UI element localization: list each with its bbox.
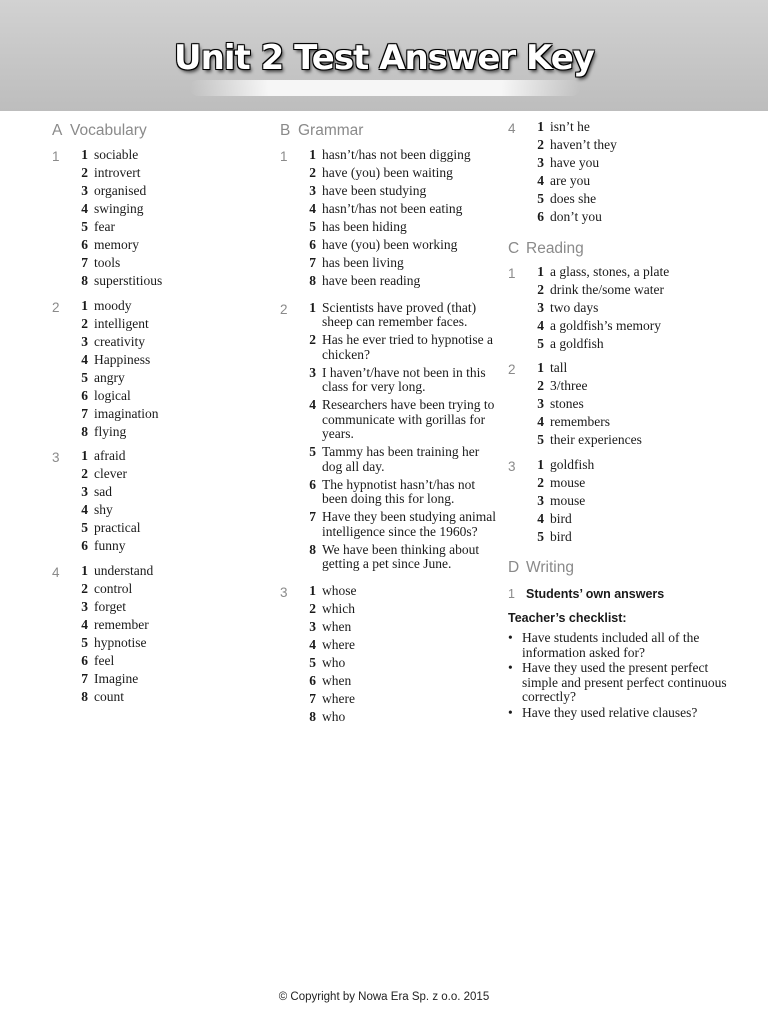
answer-item: [298, 256, 500, 271]
answer-text: afraid: [94, 448, 126, 463]
exercise-group: [508, 361, 728, 448]
exercise-number: 3: [508, 458, 516, 474]
answer-text: flying: [94, 423, 127, 439]
exercise-number: 3: [280, 584, 288, 600]
answer-item: [526, 433, 728, 448]
bullet-icon: •: [508, 630, 513, 645]
section-name: Grammar: [298, 122, 364, 139]
answer-number: 6: [81, 387, 88, 403]
answer-text: don’t you: [550, 209, 602, 224]
answer-text: imagination: [94, 405, 159, 421]
answer-item: [526, 494, 728, 509]
answer-text: their experiences: [550, 432, 642, 447]
answer-item: [70, 539, 262, 554]
answer-item: [526, 397, 728, 412]
answer-number: 5: [537, 335, 544, 351]
answer-number: 1: [309, 582, 316, 598]
exercise-group: [52, 299, 262, 440]
answer-number: 2: [309, 600, 316, 616]
answer-text: remember: [94, 616, 149, 632]
answer-number: 8: [81, 688, 88, 704]
answer-text: when: [322, 672, 352, 688]
answer-text: swinging: [94, 201, 144, 216]
answer-number: 1: [537, 119, 544, 134]
answer-item: [298, 366, 500, 395]
exercise-group: [52, 148, 262, 289]
answer-text: Happiness: [94, 351, 151, 367]
answer-item: [298, 202, 500, 217]
answer-number: 4: [309, 636, 316, 652]
answer-text: mouse: [550, 474, 586, 490]
answer-text: understand: [94, 562, 154, 578]
answer-number: 3: [537, 299, 544, 315]
answer-item: [70, 202, 262, 217]
answer-number: 7: [81, 255, 88, 270]
answer-text: angry: [94, 369, 125, 385]
copyright-footer: © Copyright by Nowa Era Sp. z o.o. 2015: [278, 991, 490, 1003]
answer-number: 1: [537, 360, 544, 375]
answer-item: [526, 301, 728, 316]
answer-item: [298, 602, 500, 617]
checklist-text: Have they used relative clauses?: [522, 704, 698, 720]
answer-text: goldfish: [550, 456, 595, 472]
answer-item: [298, 166, 500, 181]
answer-text: bird: [550, 510, 572, 526]
answer-list: [70, 148, 262, 289]
answer-item: [526, 120, 728, 135]
answer-number: 3: [81, 598, 88, 614]
answer-list: [526, 120, 728, 225]
answer-text: have you: [550, 155, 600, 170]
checklist-item: [508, 631, 728, 660]
section-letter: D: [508, 559, 520, 576]
answer-item: [70, 449, 262, 464]
checklist-text: Have students included all of the information asked for?: [522, 630, 700, 660]
exercise-number: 1: [508, 265, 516, 281]
writing-answer-text: Students’ own answers: [526, 587, 665, 601]
answer-item: [298, 584, 500, 599]
answer-number: 8: [81, 423, 88, 439]
answer-number: 4: [309, 397, 316, 412]
exercise-number: 2: [508, 362, 516, 377]
answer-number: 1: [309, 147, 316, 162]
exercise-number: 1: [280, 149, 288, 164]
exercise-number: 3: [52, 450, 60, 465]
answer-item: [298, 301, 500, 330]
answer-list: [526, 458, 728, 545]
answer-text: superstitious: [94, 273, 163, 288]
answer-number: 5: [81, 634, 88, 650]
grammar-groups: [280, 148, 500, 724]
answer-text: where: [322, 690, 355, 706]
section-heading-reading: [508, 239, 728, 259]
answer-list: [70, 299, 262, 440]
answer-text: count: [94, 688, 124, 704]
answer-text: remembers: [550, 414, 610, 429]
answer-item: [526, 138, 728, 153]
answer-number: 8: [309, 708, 316, 724]
answer-text: who: [322, 708, 346, 724]
answer-list: [70, 564, 262, 705]
answer-item: [70, 425, 262, 440]
answer-text: have been reading: [322, 273, 421, 288]
answer-item: [298, 710, 500, 725]
answer-item: [526, 319, 728, 334]
answer-text: bird: [550, 528, 572, 544]
answer-number: 7: [81, 670, 88, 686]
checklist-item: [508, 706, 728, 721]
answer-item: [70, 618, 262, 633]
answer-text: drink the/some water: [550, 281, 664, 297]
answer-number: 8: [309, 273, 316, 288]
answer-item: [298, 333, 500, 362]
answer-number: 1: [81, 297, 88, 313]
answer-text: We have been thinking about getting a pet since June.: [322, 541, 480, 571]
section-name: Writing: [526, 559, 574, 576]
answer-item: [526, 210, 728, 225]
checklist-item: [508, 661, 728, 705]
answer-text: isn’t he: [550, 119, 590, 134]
answer-number: 1: [81, 562, 88, 578]
answer-number: 1: [309, 299, 316, 315]
answer-item: [526, 265, 728, 280]
answer-item: [70, 166, 262, 181]
section-heading-grammar: [280, 121, 500, 141]
answer-item: [526, 379, 728, 394]
column-grammar: [280, 121, 500, 736]
answer-number: 8: [81, 273, 88, 288]
answer-item: [70, 485, 262, 500]
answer-item: [70, 690, 262, 705]
title-banner: [0, 0, 768, 111]
vocabulary-groups: [52, 148, 262, 704]
answer-text: does she: [550, 191, 597, 206]
answer-number: 6: [309, 476, 316, 492]
answer-item: [70, 299, 262, 314]
answer-item: [70, 521, 262, 536]
answer-number: 8: [309, 541, 316, 557]
answer-number: 6: [81, 652, 88, 668]
answer-text: are you: [550, 173, 591, 188]
answer-item: [526, 361, 728, 376]
answer-number: 2: [537, 378, 544, 393]
answer-item: [526, 415, 728, 430]
exercise-group: [280, 301, 500, 572]
column-vocabulary: [52, 121, 262, 714]
answer-number: 5: [537, 432, 544, 447]
answer-number: 4: [81, 502, 88, 517]
answer-number: 3: [537, 492, 544, 508]
answer-text: whose: [322, 582, 357, 598]
answer-number: 3: [309, 183, 316, 198]
answer-number: 4: [537, 173, 544, 188]
exercise-number: 1: [52, 149, 60, 164]
answer-number: 1: [81, 147, 88, 162]
answer-item: [298, 184, 500, 199]
answer-text: feel: [94, 652, 115, 668]
answer-item: [70, 274, 262, 289]
answer-number: 7: [309, 509, 316, 524]
exercise-group: [280, 148, 500, 289]
answer-text: a glass, stones, a plate: [550, 263, 670, 279]
answer-text: Have they been studying animal intelligence since the 1960s?: [322, 509, 496, 539]
bullet-icon: •: [508, 660, 513, 675]
answer-list: [298, 584, 500, 725]
answer-text: I haven’t/have not been in this class for very long.: [322, 364, 486, 394]
answer-text: practical: [94, 520, 141, 535]
checklist: [508, 631, 728, 720]
section-name: Reading: [526, 239, 584, 257]
answer-number: 3: [81, 484, 88, 499]
answer-item: [70, 371, 262, 386]
answer-item: [298, 148, 500, 163]
answer-text: have (you) been working: [322, 237, 458, 252]
answer-number: 5: [309, 219, 316, 234]
answer-text: tools: [94, 255, 121, 270]
answer-item: [298, 238, 500, 253]
answer-text: have been studying: [322, 183, 427, 198]
answer-number: 2: [81, 580, 88, 596]
answer-number: 5: [309, 444, 316, 459]
answer-text: hasn’t/has not been eating: [322, 201, 463, 216]
answer-list: [526, 265, 728, 352]
answer-text: The hypnotist hasn’t/has not been doing this for long.: [322, 476, 476, 506]
answer-number: 7: [81, 405, 88, 421]
answer-item: [298, 220, 500, 235]
section-letter: B: [280, 122, 291, 139]
answer-number: 3: [309, 364, 316, 380]
answer-list: [70, 449, 262, 554]
answer-item: [526, 156, 728, 171]
answer-number: 4: [537, 414, 544, 429]
writing-exercise-number: 1: [508, 587, 515, 601]
answer-number: 7: [309, 690, 316, 706]
bullet-icon: •: [508, 704, 513, 720]
answer-number: 1: [81, 448, 88, 463]
answer-item: [70, 636, 262, 651]
section-heading-writing: [508, 558, 728, 578]
answer-number: 1: [537, 456, 544, 472]
answer-item: [298, 692, 500, 707]
answer-text: hasn’t/has not been digging: [322, 147, 471, 162]
answer-text: organised: [94, 183, 147, 198]
section-letter: C: [508, 239, 520, 257]
answer-item: [526, 476, 728, 491]
answer-text: has been living: [322, 255, 404, 270]
exercise-number: 4: [508, 121, 516, 136]
answer-item: [70, 654, 262, 669]
writing-answer: [508, 585, 728, 603]
answer-number: 2: [81, 165, 88, 180]
answer-item: [298, 656, 500, 671]
answer-item: [526, 530, 728, 545]
answer-text: logical: [94, 387, 131, 403]
answer-item: [70, 600, 262, 615]
answer-number: 6: [81, 538, 88, 553]
answer-item: [70, 184, 262, 199]
answer-text: haven’t they: [550, 137, 617, 152]
answer-text: fear: [94, 219, 115, 234]
answer-item: [70, 256, 262, 271]
answer-text: a goldfish’s memory: [550, 317, 661, 333]
answer-item: [526, 192, 728, 207]
exercise-group: [508, 265, 728, 352]
answer-number: 3: [81, 333, 88, 349]
answer-number: 2: [81, 315, 88, 331]
answer-list: [298, 301, 500, 572]
answer-item: [298, 674, 500, 689]
answer-item: [526, 337, 728, 352]
answer-text: creativity: [94, 333, 145, 349]
page-title: Unit 2 Test Answer Key: [174, 38, 594, 78]
exercise-group: [52, 449, 262, 554]
answer-text: hypnotise: [94, 634, 147, 650]
answer-text: moody: [94, 297, 132, 313]
section-heading-vocabulary: [52, 121, 262, 141]
reading-groups: [508, 265, 728, 545]
answer-text: introvert: [94, 165, 141, 180]
answer-number: 4: [81, 616, 88, 632]
answer-number: 4: [537, 317, 544, 333]
answer-number: 3: [537, 155, 544, 170]
answer-item: [70, 503, 262, 518]
answer-item: [70, 672, 262, 687]
answer-text: Tammy has been training her dog all day.: [322, 444, 480, 474]
answer-item: [298, 274, 500, 289]
answer-number: 7: [309, 255, 316, 270]
answer-item: [70, 335, 262, 350]
answer-item: [526, 512, 728, 527]
answer-text: stones: [550, 396, 584, 411]
answer-number: 6: [81, 237, 88, 252]
answer-item: [70, 220, 262, 235]
answer-number: 6: [537, 209, 544, 224]
exercise-number: 2: [52, 299, 60, 315]
answer-number: 2: [537, 137, 544, 152]
answer-text: sad: [94, 484, 112, 499]
answer-item: [298, 510, 500, 539]
answer-list: [298, 148, 500, 289]
answer-item: [298, 638, 500, 653]
answer-text: Researchers have been trying to communicate with gorillas for years.: [322, 397, 495, 441]
answer-number: 5: [81, 369, 88, 385]
answer-item: [70, 467, 262, 482]
answer-text: tall: [550, 360, 568, 375]
answer-item: [526, 458, 728, 473]
exercise-group: [52, 564, 262, 705]
exercise-number: 4: [52, 564, 60, 580]
answer-text: intelligent: [94, 315, 149, 331]
answer-number: 5: [537, 191, 544, 206]
answer-text: where: [322, 636, 355, 652]
answer-text: mouse: [550, 492, 586, 508]
answer-text: two days: [550, 299, 599, 315]
answer-text: Has he ever tried to hypnotise a chicken?: [322, 332, 493, 362]
title-highlight-bar: [190, 80, 580, 96]
answer-item: [70, 582, 262, 597]
answer-text: Imagine: [94, 670, 139, 686]
answer-number: 4: [309, 201, 316, 216]
answer-item: [70, 353, 262, 368]
grammar-group-4: [508, 120, 728, 225]
checklist-title: Teacher’s checklist:: [508, 611, 627, 625]
answer-number: 2: [537, 474, 544, 490]
answer-number: 4: [537, 510, 544, 526]
answer-number: 5: [81, 219, 88, 234]
answer-text: 3/three: [550, 378, 588, 393]
answer-text: sociable: [94, 147, 139, 162]
answer-item: [298, 445, 500, 474]
answer-text: memory: [94, 237, 139, 252]
answer-text: Scientists have proved (that) sheep can remember faces.: [322, 299, 477, 329]
answer-text: a goldfish: [550, 335, 604, 351]
answer-text: clever: [94, 466, 127, 481]
answer-number: 2: [81, 466, 88, 481]
answer-text: who: [322, 654, 346, 670]
answer-text: has been hiding: [322, 219, 407, 234]
exercise-number: 2: [280, 301, 288, 317]
answer-item: [70, 389, 262, 404]
answer-text: control: [94, 580, 133, 596]
answer-number: 1: [537, 263, 544, 279]
answer-text: funny: [94, 538, 126, 553]
answer-number: 3: [309, 618, 316, 634]
exercise-group: [508, 120, 728, 225]
answer-number: 4: [81, 351, 88, 367]
answer-number: 2: [309, 332, 316, 347]
answer-item: [526, 283, 728, 298]
column-right: [508, 121, 728, 721]
answer-item: [70, 407, 262, 422]
answer-item: [298, 478, 500, 507]
answer-number: 3: [81, 183, 88, 198]
answer-number: 5: [309, 654, 316, 670]
answer-text: shy: [94, 502, 113, 517]
answer-item: [298, 398, 500, 442]
exercise-group: [508, 458, 728, 545]
answer-text: forget: [94, 598, 126, 614]
answer-item: [70, 564, 262, 579]
answer-number: 2: [309, 165, 316, 180]
answer-text: which: [322, 600, 355, 616]
answer-number: 2: [537, 281, 544, 297]
answer-number: 6: [309, 672, 316, 688]
answer-number: 6: [309, 237, 316, 252]
answer-number: 3: [537, 396, 544, 411]
answer-number: 5: [537, 528, 544, 544]
checklist-text: Have they used the present perfect simple and present perfect continuous correctly?: [522, 660, 727, 704]
section-name: Vocabulary: [70, 122, 147, 139]
answer-number: 4: [81, 201, 88, 216]
answer-item: [70, 238, 262, 253]
answer-item: [526, 174, 728, 189]
answer-item: [298, 620, 500, 635]
section-letter: A: [52, 122, 63, 139]
exercise-group: [280, 584, 500, 725]
answer-item: [298, 543, 500, 572]
answer-number: 5: [81, 520, 88, 535]
answer-item: [70, 317, 262, 332]
answer-list: [526, 361, 728, 448]
answer-text: when: [322, 618, 352, 634]
answer-text: have (you) been waiting: [322, 165, 453, 180]
answer-item: [70, 148, 262, 163]
